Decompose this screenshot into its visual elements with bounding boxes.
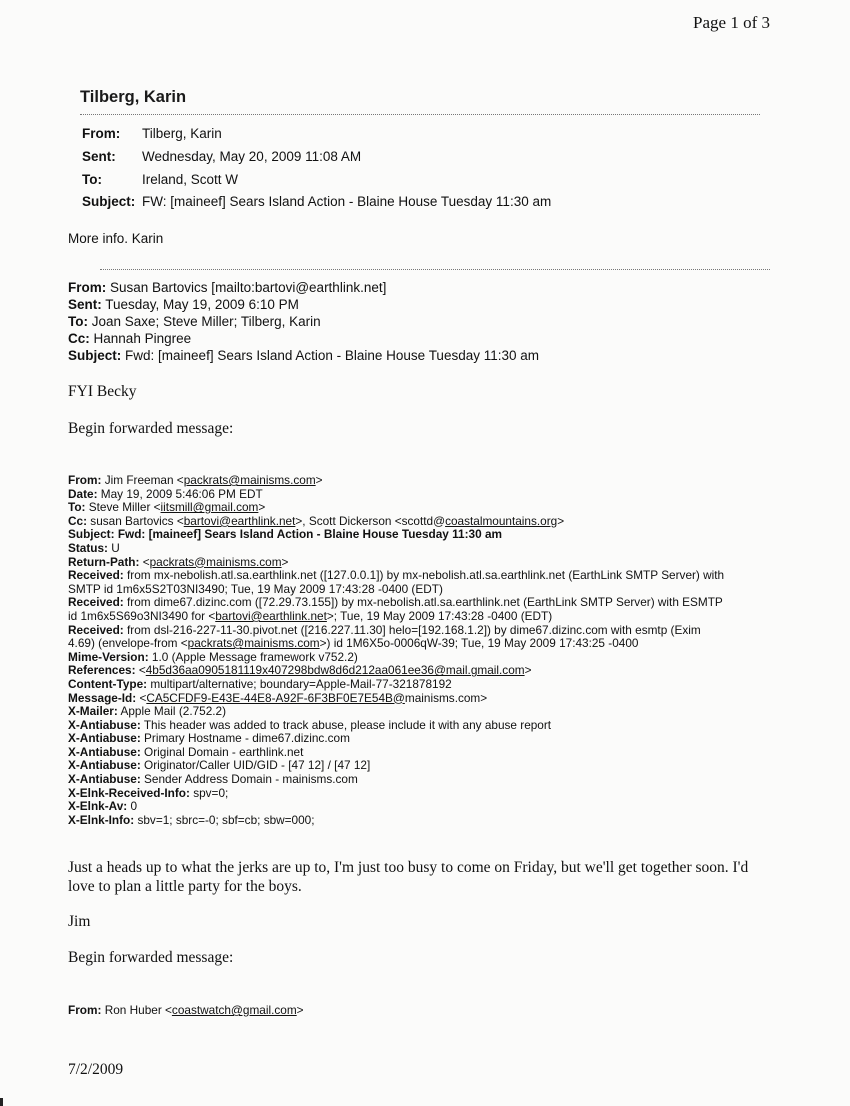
sent-value: Tuesday, May 19, 2009 6:10 PM (105, 297, 299, 312)
sent-value: Wednesday, May 20, 2009 11:08 AM (142, 149, 362, 164)
to-value: Joan Saxe; Steve Miller; Tilberg, Karin (91, 314, 321, 329)
email2-sent-row (68, 297, 299, 312)
cc-label: Cc: (68, 331, 90, 346)
to-label: To: (68, 314, 88, 329)
header-x-antiabuse: X-Antiabuse: This header was added to track abuse, please include it with any abuse report (68, 717, 552, 732)
header-subject: Subject: Fwd: [maineef] Sears Island Action - Blaine House Tuesday 11:30 am (68, 527, 502, 542)
email2-subject-row (68, 348, 539, 363)
email-link[interactable]: packrats@mainisms.com (149, 554, 282, 569)
header-status: Status: U (68, 540, 120, 555)
subject-label: Subject: (82, 194, 136, 209)
email1-to-row (82, 172, 238, 187)
email3-headers (68, 474, 788, 827)
email2-body-fyi: FYI Becky (68, 383, 137, 400)
subject-value: Fwd: [maineef] Sears Island Action - Blaine House Tuesday 11:30 am (125, 348, 540, 363)
header-mime-version: Mime-Version: 1.0 (Apple Message framework v752.2) (68, 649, 358, 664)
email2-cc-row (68, 331, 191, 346)
to-label: To: (82, 172, 102, 187)
email3-forward-note: Begin forwarded message: (68, 949, 234, 966)
sent-label: Sent: (68, 297, 102, 312)
email-link[interactable]: coastalmountains.org (445, 513, 558, 528)
subject-label: Subject: (68, 348, 122, 363)
email-link[interactable]: coastwatch@gmail.com (171, 1003, 297, 1017)
email4-from-row: From: Ron Huber <coastwatch@gmail.com> (68, 1003, 304, 1017)
from-label: From: (68, 280, 107, 295)
sender-name-heading: Tilberg, Karin (80, 88, 187, 106)
email2-to-row (68, 314, 321, 329)
email1-body: More info. Karin (68, 231, 164, 246)
from-value: Tilberg, Karin (142, 126, 222, 141)
header-received-2: Received: from dime67.dizinc.com ([72.29.73.155]) by mx-nebolish.atl.sa.earthlink.net (EarthLink SMTP Server) with ESMTP id 1m6x5S69o3NI3490 for <bartovi@earthlink.net>; Tue, 19 May 2009 17:43:28 -0400 (EDT) (68, 595, 723, 623)
header-from: From: Jim Freeman <packrats@mainisms.com> (68, 473, 323, 487)
email-link[interactable]: CA5CFDF9-E43E-44E8-A92F-6F3BF0E7E54B@ (146, 690, 405, 705)
header-x-antiabuse: X-Antiabuse: Sender Address Domain - mainisms.com (68, 772, 358, 787)
header-to: To: Steve Miller <iitsmill@gmail.com> (68, 500, 266, 515)
from-label: From: (68, 1003, 102, 1017)
email-link[interactable]: bartovi@earthlink.net (215, 608, 327, 623)
header-references: References: <4b5d36aa0905181119x407298bdw8d6d212aa061ee36@mail.gmail.com> (68, 663, 532, 678)
header-date: Date: May 19, 2009 5:46:06 PM EDT (68, 486, 263, 501)
header-content-type: Content-Type: multipart/alternative; boundary=Apple-Mail-77-321878192 (68, 676, 452, 691)
forward-divider (100, 269, 770, 270)
header-x-antiabuse: X-Antiabuse: Original Domain - earthlink.net (68, 744, 304, 759)
email3-signature: Jim (68, 913, 91, 930)
header-x-elnk-info: X-Elnk-Info: sbv=1; sbrc=-0; sbf=cb; sbw=000; (68, 812, 315, 827)
header-message-id: Message-Id: <CA5CFDF9-E43E-44E8-A92F-6F3BF0E7E54B@mainisms.com> (68, 690, 488, 705)
header-received-3: Received: from dsl-216-227-11-30.pivot.net ([216.227.11.30] helo=[192.168.1.2]) by dime67.dizinc.com with esmtp (Exim 4.69) (envelope-from <packrats@mainisms.com>) id 1M6X5o-0006qW-39; Tue, 19 May 2009 17:43:25 -0400 (68, 622, 701, 651)
header-x-elnk-av: X-Elnk-Av: 0 (68, 799, 138, 814)
email1-from-row (82, 126, 222, 141)
email-link[interactable]: iitsmill@gmail.com (160, 500, 259, 515)
email1-subject-row (82, 194, 551, 209)
header-received-1: Received: from mx-nebolish.atl.sa.earthlink.net ([127.0.0.1]) by mx-nebolish.atl.sa.earthlink.net (EarthLink SMTP Server) with SMTP id 1m6x5S2T03NI3490; Tue, 19 May 2009 17:43:28 -0400 (EDT) (68, 568, 725, 596)
email3-body: Just a heads up to what the jerks are up to, I'm just too busy to come on Friday, but we'll get together soon. I'd love to plan a little party for the boys. (68, 859, 749, 895)
header-x-mailer: X-Mailer: Apple Mail (2.752.2) (68, 704, 227, 719)
scan-edge-mark (0, 1098, 3, 1106)
sent-label: Sent: (82, 149, 116, 164)
header-x-antiabuse: X-Antiabuse: Originator/Caller UID/GID - [47 12] / [47 12] (68, 758, 371, 773)
email-link[interactable]: packrats@mainisms.com (183, 473, 316, 487)
email2-from-row (68, 280, 386, 295)
subject-value: FW: [maineef] Sears Island Action - Blaine House Tuesday 11:30 am (142, 194, 552, 209)
header-divider (80, 114, 760, 115)
email-link[interactable]: bartovi@earthlink.net (183, 513, 296, 528)
email2-forward-note: Begin forwarded message: (68, 420, 234, 437)
to-value: Ireland, Scott W (142, 172, 239, 187)
email-link[interactable]: 4b5d36aa0905181119x407298bdw8d6d212aa061ee36@mail.gmail.com (145, 663, 525, 678)
page-number: Page 1 of 3 (693, 13, 770, 32)
cc-value: Hannah Pingree (93, 331, 192, 346)
footer-date: 7/2/2009 (68, 1061, 124, 1078)
header-x-antiabuse: X-Antiabuse: Primary Hostname - dime67.dizinc.com (68, 731, 350, 746)
email-link[interactable]: packrats@mainisms.com (187, 636, 320, 651)
email1-sent-row (82, 149, 361, 164)
header-x-elnk-received-info: X-Elnk-Received-Info: spv=0; (68, 785, 229, 800)
from-value: Susan Bartovics [mailto:bartovi@earthlink.net] (110, 280, 387, 295)
header-return-path: Return-Path: <packrats@mainisms.com> (68, 554, 289, 569)
header-cc: Cc: susan Bartovics <bartovi@earthlink.net>, Scott Dickerson <scottd@coastalmountains.org> (68, 513, 565, 528)
from-label: From: (82, 126, 121, 141)
